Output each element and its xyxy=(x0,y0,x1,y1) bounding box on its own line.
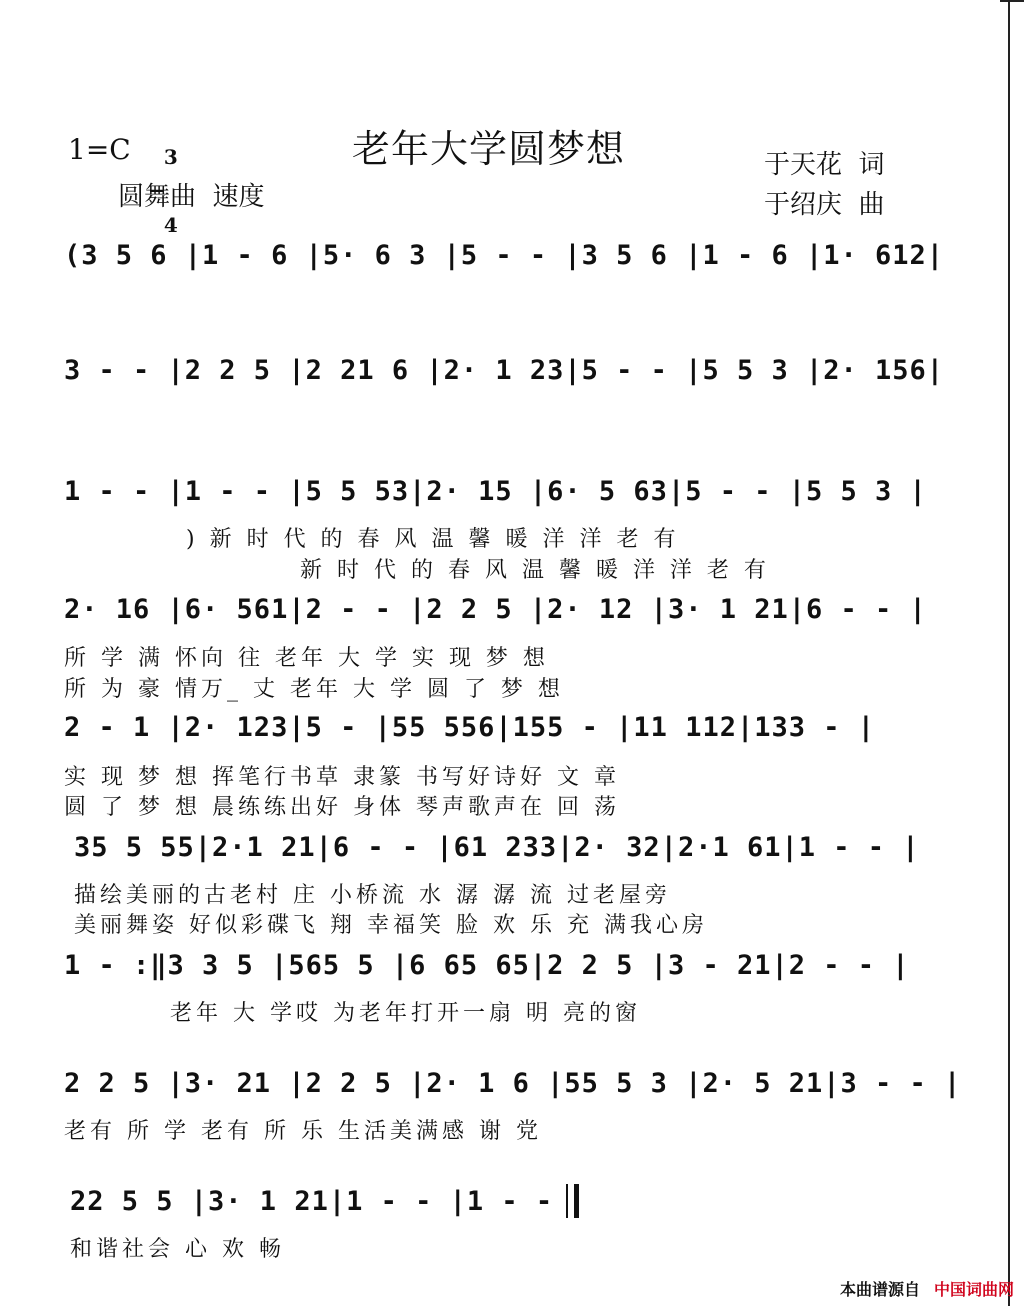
score-row-1: (3 5 6 |1 - 6 |5· 6 3 |5 - - |3 5 6 |1 - 6 |1· 612| xyxy=(64,240,945,271)
score-row-9: 22 5 5 |3· 1 21|1 - - |1 - - xyxy=(70,1186,554,1217)
lyric-row-3-verse-2: 新 时 代 的 春 风 温 馨 暖 洋 洋 老 有 xyxy=(300,558,770,583)
lyric-row-4-verse-1: 所 学 满 怀向 往 老年 大 学 实 现 梦 想 xyxy=(64,646,549,671)
time-denominator: 4 xyxy=(163,213,178,237)
page-edge xyxy=(1008,0,1010,1306)
lyric-row-3-verse-1: ) 新 时 代 的 春 风 温 馨 暖 洋 洋 老 有 xyxy=(186,527,680,552)
page-corner xyxy=(1000,0,1024,2)
source-footer xyxy=(840,1277,1014,1300)
lyric-row-6-verse-2: 美丽舞姿 好似彩碟飞 翔 幸福笑 脸 欢 乐 充 满我心房 xyxy=(74,913,708,938)
lyric-row-9: 和谐社会 心 欢 畅 xyxy=(70,1237,285,1262)
source-label: 本曲谱源自 xyxy=(839,1280,920,1299)
score-row-2: 3 - - |2 2 5 |2 21 6 |2· 1 23|5 - - |5 5 3 |2· 156| xyxy=(64,355,945,386)
score-row-8: 2 2 5 |3· 21 |2 2 5 |2· 1 6 |55 5 3 |2· 5 21|3 - - | xyxy=(64,1068,962,1099)
lyric-row-6-verse-1: 描绘美丽的古老村 庄 小桥流 水 潺 潺 流 过老屋旁 xyxy=(74,883,671,908)
score-row-3: 1 - - |1 - - |5 5 53|2· 15 |6· 5 63|5 - - |5 5 3 | xyxy=(64,476,927,507)
lyric-row-5-verse-1: 实 现 梦 想 挥笔行书草 隶篆 书写好诗好 文 章 xyxy=(64,765,620,790)
final-barline xyxy=(566,1184,579,1218)
score-row-6: 35 5 55|2·1 21|6 - - |61 233|2· 32|2·1 61|1 - - | xyxy=(74,832,920,863)
lyric-row-5-verse-2: 圆 了 梦 想 晨练练出好 身体 琴声歌声在 回 荡 xyxy=(64,795,620,820)
composer-credit: 于绍庆 曲 xyxy=(764,190,885,220)
tempo-style: 圆舞曲 速度 xyxy=(118,182,265,212)
key-signature: 1=C xyxy=(68,133,131,166)
lyricist-credit: 于天花 词 xyxy=(764,150,885,180)
site-name: 中国词曲网 xyxy=(933,1280,1014,1299)
score-row-7: 1 - :‖3 3 5 |565 5 |6 65 65|2 2 5 |3 - 21|2 - - | xyxy=(64,950,910,981)
score-row-5: 2 - 1 |2· 123|5 - |55 556|155 - |11 112|133 - | xyxy=(64,712,876,743)
time-numerator: 3 xyxy=(163,145,178,169)
lyric-row-4-verse-2: 所 为 豪 情万_ 丈 老年 大 学 圆 了 梦 想 xyxy=(64,677,564,702)
lyric-row-7: 老年 大 学哎 为老年打开一扇 明 亮的窗 xyxy=(170,1001,641,1026)
song-title: 老年大学圆梦想 xyxy=(352,127,626,171)
score-row-4: 2· 16 |6· 561|2 - - |2 2 5 |2· 12 |3· 1 21|6 - - | xyxy=(64,594,927,625)
lyric-row-8: 老有 所 学 老有 所 乐 生活美满感 谢 党 xyxy=(64,1119,542,1144)
